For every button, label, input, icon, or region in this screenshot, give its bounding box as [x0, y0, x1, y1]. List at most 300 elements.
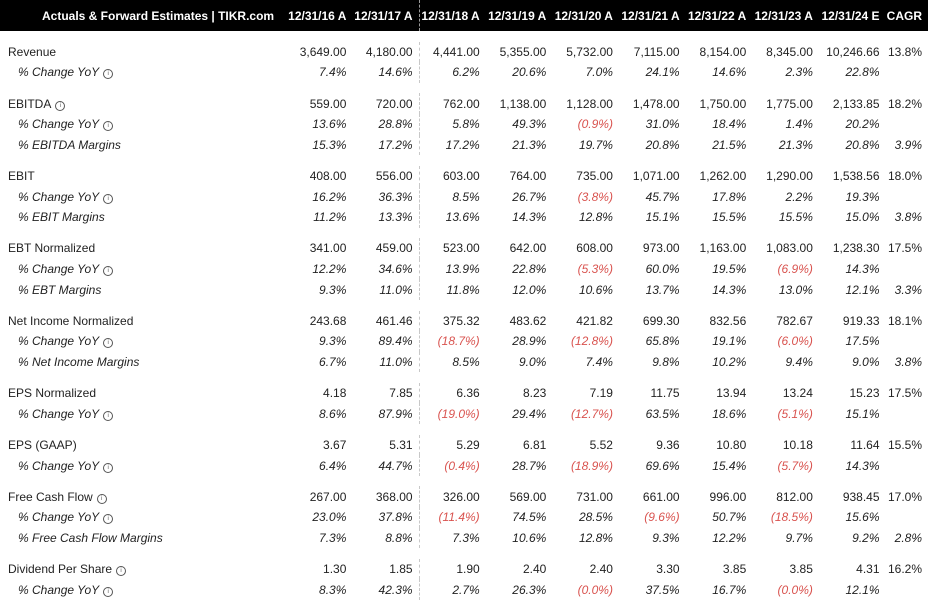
row-label-cell	[0, 383, 286, 404]
section-spacer	[0, 31, 928, 42]
spacer-cell	[0, 31, 928, 42]
row-label: EBT Normalized	[8, 241, 96, 256]
row-label-cell	[0, 579, 286, 600]
table-subrow[interactable]	[0, 279, 928, 300]
cagr-cell: 17.5%	[887, 241, 922, 256]
value-cell: 12.0%	[512, 282, 547, 297]
table-subrow[interactable]	[0, 528, 928, 549]
value-cell: 23.0%	[312, 510, 347, 525]
row-label-cell	[0, 62, 286, 83]
value-cell: 1,478.00	[632, 96, 680, 111]
info-icon[interactable]: i	[103, 121, 113, 131]
column-header-period[interactable]: 12/31/18 A	[419, 0, 486, 31]
value-cell: 13.6%	[419, 207, 486, 228]
value-cell: 812.00	[776, 489, 813, 504]
row-label-cell	[0, 42, 286, 63]
row-label-cell	[0, 507, 286, 528]
table-subrow[interactable]	[0, 352, 928, 373]
value-cell: 4,441.00	[419, 42, 486, 63]
value-cell: 603.00	[419, 166, 486, 187]
spacer-cell	[0, 372, 928, 383]
cagr-cell: 18.0%	[887, 169, 922, 184]
value-cell: (0.0%)	[577, 582, 613, 597]
row-label: % Net Income Margins	[18, 354, 140, 369]
info-icon[interactable]: i	[103, 69, 113, 79]
value-cell: 7.4%	[319, 65, 347, 80]
value-cell: 20.6%	[512, 65, 547, 80]
column-header-period[interactable]: 12/31/20 A	[554, 8, 613, 23]
value-cell: 12.1%	[845, 282, 880, 297]
value-cell: 4.31	[856, 562, 880, 577]
value-cell: 7.3%	[419, 528, 486, 549]
value-cell: 461.46	[375, 313, 413, 328]
value-cell: 20.8%	[845, 137, 880, 152]
value-cell: 16.7%	[712, 582, 747, 597]
section-spacer	[0, 372, 928, 383]
value-cell: 326.00	[419, 486, 486, 507]
value-cell: 459.00	[375, 241, 413, 256]
row-label: Dividend Per Share	[8, 562, 113, 577]
value-cell: 13.3%	[378, 210, 413, 225]
cagr-cell	[886, 186, 928, 207]
section-spacer	[0, 300, 928, 311]
info-icon[interactable]: i	[103, 266, 113, 276]
value-cell: 3.85	[789, 562, 813, 577]
value-cell: 15.4%	[712, 458, 747, 473]
cagr-cell: 18.2%	[887, 96, 922, 111]
value-cell: 19.5%	[712, 262, 747, 277]
value-cell: 9.7%	[785, 530, 813, 545]
value-cell: 42.3%	[378, 582, 413, 597]
value-cell: 3,649.00	[299, 44, 347, 59]
value-cell: (18.9%)	[570, 458, 613, 473]
row-label-cell	[0, 259, 286, 280]
value-cell: 28.9%	[512, 334, 547, 349]
table-row[interactable]	[0, 42, 928, 63]
value-cell: (5.3%)	[577, 262, 613, 277]
value-cell: 13.7%	[645, 282, 680, 297]
value-cell: 919.33	[842, 313, 880, 328]
value-cell: 12.2%	[712, 530, 747, 545]
value-cell: 1,083.00	[766, 241, 813, 256]
value-cell: 2.2%	[785, 189, 813, 204]
value-cell: 3.30	[656, 562, 680, 577]
value-cell: 15.0%	[845, 210, 880, 225]
value-cell: 11.0%	[379, 282, 413, 297]
cagr-cell: 18.1%	[887, 313, 922, 328]
value-cell: 421.82	[576, 313, 613, 328]
value-cell: 1,163.00	[699, 241, 747, 256]
value-cell: 608.00	[576, 241, 613, 256]
value-cell: 699.30	[642, 313, 680, 328]
row-label-cell	[0, 559, 286, 580]
value-cell: 74.5%	[512, 510, 547, 525]
value-cell: 6.7%	[319, 354, 347, 369]
value-cell: 2.40	[522, 562, 547, 577]
value-cell: 14.3%	[845, 458, 880, 473]
value-cell: 2.3%	[785, 65, 813, 80]
info-icon[interactable]: i	[103, 514, 113, 524]
value-cell: 17.2%	[378, 137, 413, 152]
value-cell: 9.3%	[319, 282, 347, 297]
value-cell: 661.00	[642, 489, 680, 504]
row-label-cell	[0, 352, 286, 373]
table-subrow[interactable]	[0, 579, 928, 600]
cagr-cell: 3.8%	[894, 354, 922, 369]
value-cell: 1,262.00	[699, 169, 747, 184]
value-cell: 15.6%	[845, 510, 880, 525]
value-cell: 50.7%	[712, 510, 747, 525]
value-cell: 21.3%	[512, 137, 547, 152]
value-cell: (18.7%)	[419, 331, 486, 352]
value-cell: 556.00	[375, 169, 413, 184]
section-spacer	[0, 228, 928, 239]
value-cell: 832.56	[709, 313, 747, 328]
value-cell: 8.3%	[319, 582, 347, 597]
column-header-period[interactable]: 12/31/19 A	[488, 8, 547, 23]
value-cell: 37.5%	[645, 582, 680, 597]
cagr-cell	[886, 455, 928, 476]
value-cell: 3.67	[323, 437, 347, 452]
value-cell: 4,180.00	[365, 44, 413, 59]
value-cell: 243.68	[309, 313, 347, 328]
value-cell: 11.64	[850, 437, 880, 452]
value-cell: 2.7%	[419, 579, 486, 600]
value-cell: (12.8%)	[570, 334, 613, 349]
row-label: % EBT Margins	[18, 282, 102, 297]
value-cell: 10.6%	[578, 282, 613, 297]
value-cell: 29.4%	[512, 406, 547, 421]
row-label: % EBIT Margins	[18, 210, 105, 225]
row-label-cell	[0, 331, 286, 352]
value-cell: 14.6%	[712, 65, 747, 80]
value-cell: 7.4%	[585, 354, 613, 369]
spacer-cell	[0, 300, 928, 311]
value-cell: 6.81	[522, 437, 547, 452]
value-cell: 49.3%	[512, 117, 547, 132]
spacer-cell	[0, 83, 928, 94]
cagr-cell	[886, 114, 928, 135]
value-cell: 1,071.00	[632, 169, 680, 184]
value-cell: 20.8%	[645, 137, 680, 152]
row-label: % Change YoY	[18, 189, 100, 204]
value-cell: 10.18	[782, 437, 813, 452]
section-spacer	[0, 548, 928, 559]
value-cell: 10.2%	[712, 354, 747, 369]
value-cell: 69.6%	[645, 458, 680, 473]
value-cell: 31.0%	[645, 117, 680, 132]
value-cell: 17.8%	[712, 189, 747, 204]
value-cell: 19.3%	[845, 189, 880, 204]
value-cell: 1,775.00	[766, 96, 813, 111]
row-label: % Change YoY	[18, 334, 100, 349]
value-cell: 10.6%	[512, 530, 547, 545]
row-label-cell	[0, 186, 286, 207]
row-label: % Change YoY	[18, 65, 100, 80]
row-label: EBIT	[8, 169, 35, 184]
info-icon[interactable]: i	[103, 587, 113, 597]
value-cell: 16.2%	[312, 189, 347, 204]
value-cell: 9.3%	[652, 530, 680, 545]
value-cell: 11.8%	[419, 279, 486, 300]
column-header-period[interactable]: 12/31/23 A	[754, 8, 813, 23]
value-cell: 5.29	[419, 435, 486, 456]
value-cell: 20.2%	[845, 117, 880, 132]
value-cell: 18.6%	[712, 406, 747, 421]
row-label: Net Income Normalized	[8, 313, 134, 328]
value-cell: 6.2%	[419, 62, 486, 83]
section-spacer	[0, 476, 928, 487]
value-cell: 5.31	[389, 437, 413, 452]
row-label-cell	[0, 403, 286, 424]
value-cell: (12.7%)	[570, 406, 613, 421]
value-cell: 4.18	[323, 386, 347, 401]
value-cell: 1.85	[389, 562, 413, 577]
value-cell: 15.5%	[778, 210, 813, 225]
row-label: EBITDA	[8, 96, 52, 111]
value-cell: 341.00	[309, 241, 347, 256]
cagr-cell: 3.8%	[894, 210, 922, 225]
table-subrow[interactable]	[0, 62, 928, 83]
value-cell: 938.45	[842, 489, 880, 504]
info-icon[interactable]: i	[55, 101, 65, 111]
value-cell: 22.8%	[512, 262, 547, 277]
spacer-cell	[0, 424, 928, 435]
value-cell: 8.5%	[419, 186, 486, 207]
row-label: % Change YoY	[18, 582, 100, 597]
value-cell: (9.6%)	[644, 510, 680, 525]
table-subrow[interactable]	[0, 114, 928, 135]
value-cell: 642.00	[509, 241, 547, 256]
value-cell: 15.1%	[845, 406, 880, 421]
value-cell: 13.9%	[419, 259, 486, 280]
column-header-period[interactable]: 12/31/22 A	[687, 8, 747, 23]
row-label-cell	[0, 93, 286, 114]
header-row	[0, 0, 928, 31]
value-cell: 720.00	[375, 96, 413, 111]
value-cell: 9.0%	[852, 354, 880, 369]
value-cell: 764.00	[509, 169, 547, 184]
row-label-cell	[0, 114, 286, 135]
info-icon[interactable]: i	[116, 566, 126, 576]
value-cell: 21.5%	[712, 137, 747, 152]
table-title: Actuals & Forward Estimates | TIKR.com	[42, 8, 275, 23]
table-subrow[interactable]	[0, 135, 928, 156]
row-label-cell	[0, 166, 286, 187]
column-header-cagr[interactable]: CAGR	[886, 8, 922, 23]
value-cell: 8.5%	[419, 352, 486, 373]
value-cell: 13.94	[716, 386, 747, 401]
value-cell: 28.7%	[512, 458, 547, 473]
spacer-cell	[0, 476, 928, 487]
value-cell: 65.8%	[645, 334, 680, 349]
value-cell: 5,732.00	[566, 44, 613, 59]
value-cell: (6.0%)	[777, 334, 813, 349]
value-cell: 1,128.00	[566, 96, 613, 111]
value-cell: 7.3%	[319, 530, 347, 545]
table-row[interactable]	[0, 435, 928, 456]
section-spacer	[0, 83, 928, 94]
value-cell: 996.00	[709, 489, 747, 504]
table-header	[0, 0, 928, 31]
value-cell: 9.8%	[652, 354, 680, 369]
value-cell: 5.8%	[419, 114, 486, 135]
value-cell: 28.8%	[378, 117, 413, 132]
value-cell: 15.1%	[645, 210, 680, 225]
table-subrow[interactable]	[0, 259, 928, 280]
info-icon[interactable]: i	[97, 494, 107, 504]
cagr-cell	[886, 507, 928, 528]
value-cell: 26.7%	[512, 189, 547, 204]
column-header-period[interactable]: 12/31/16 A	[288, 8, 347, 23]
cagr-cell	[886, 579, 928, 600]
row-label: % Change YoY	[18, 406, 100, 421]
value-cell: 1.4%	[785, 117, 813, 132]
value-cell: (6.9%)	[777, 262, 813, 277]
table-subrow[interactable]	[0, 403, 928, 424]
table-subrow[interactable]	[0, 455, 928, 476]
row-label: Free Cash Flow	[8, 489, 93, 504]
info-icon[interactable]: i	[103, 411, 113, 421]
cagr-cell: 2.8%	[894, 530, 922, 545]
value-cell: (0.0%)	[777, 582, 813, 597]
value-cell: 5,355.00	[499, 44, 547, 59]
row-label: % Change YoY	[18, 262, 100, 277]
table-row[interactable]	[0, 311, 928, 332]
value-cell: 782.67	[776, 313, 813, 328]
value-cell: 37.8%	[378, 510, 413, 525]
row-label: EPS (GAAP)	[8, 437, 77, 452]
value-cell: 408.00	[309, 169, 347, 184]
table-body	[0, 31, 928, 600]
value-cell: 21.3%	[778, 137, 813, 152]
row-label-cell	[0, 528, 286, 549]
row-label: % Free Cash Flow Margins	[18, 530, 163, 545]
value-cell: 9.4%	[785, 354, 813, 369]
value-cell: 9.0%	[518, 354, 547, 369]
value-cell: 14.3%	[512, 210, 547, 225]
value-cell: 9.3%	[319, 334, 347, 349]
cagr-cell	[886, 403, 928, 424]
value-cell: 731.00	[576, 489, 613, 504]
table-row[interactable]	[0, 238, 928, 259]
value-cell: 2,133.85	[832, 96, 880, 111]
row-label-cell	[0, 311, 286, 332]
section-spacer	[0, 424, 928, 435]
value-cell: 13.0%	[778, 282, 813, 297]
value-cell: (11.4%)	[419, 507, 486, 528]
table-row[interactable]	[0, 383, 928, 404]
value-cell: 10,246.66	[826, 44, 880, 59]
value-cell: 7,115.00	[633, 44, 680, 59]
value-cell: 11.2%	[313, 210, 347, 225]
column-header-period[interactable]: 12/31/21 A	[621, 8, 680, 23]
value-cell: 11.75	[650, 386, 680, 401]
value-cell: 1,538.56	[832, 169, 880, 184]
value-cell: 7.19	[589, 386, 613, 401]
value-cell: 1.30	[323, 562, 347, 577]
spacer-cell	[0, 228, 928, 239]
cagr-cell	[886, 62, 928, 83]
table-subrow[interactable]	[0, 507, 928, 528]
value-cell: 15.23	[849, 386, 880, 401]
value-cell: 60.0%	[645, 262, 680, 277]
cagr-cell	[886, 331, 928, 352]
column-header-period[interactable]: 12/31/24 E	[821, 8, 880, 23]
table-row[interactable]	[0, 166, 928, 187]
value-cell: 1,750.00	[699, 96, 747, 111]
value-cell: 11.0%	[379, 354, 413, 369]
value-cell: 17.5%	[845, 334, 880, 349]
row-label-cell	[0, 455, 286, 476]
table-row[interactable]	[0, 486, 928, 507]
value-cell: 8.6%	[319, 406, 347, 421]
cagr-cell: 17.5%	[887, 386, 922, 401]
value-cell: (0.4%)	[419, 455, 486, 476]
value-cell: 13.24	[782, 386, 813, 401]
row-label: % EBITDA Margins	[18, 137, 121, 152]
info-icon[interactable]: i	[103, 338, 113, 348]
value-cell: 89.4%	[378, 334, 413, 349]
value-cell: 7.85	[389, 386, 413, 401]
value-cell: 5.52	[589, 437, 613, 452]
value-cell: 36.3%	[378, 189, 413, 204]
info-icon[interactable]: i	[103, 194, 113, 204]
value-cell: 368.00	[375, 489, 413, 504]
table-row[interactable]	[0, 93, 928, 114]
value-cell: 18.4%	[712, 117, 747, 132]
value-cell: 483.62	[509, 313, 547, 328]
info-icon[interactable]: i	[103, 463, 113, 473]
table-subrow[interactable]	[0, 186, 928, 207]
value-cell: (3.8%)	[577, 189, 613, 204]
value-cell: 1,238.30	[832, 241, 880, 256]
value-cell: 19.7%	[578, 137, 613, 152]
row-label-cell	[0, 486, 286, 507]
value-cell: 9.36	[656, 437, 680, 452]
value-cell: 45.7%	[645, 189, 680, 204]
value-cell: 569.00	[509, 489, 547, 504]
value-cell: 523.00	[419, 238, 486, 259]
value-cell: 762.00	[419, 93, 486, 114]
value-cell: (5.1%)	[777, 406, 813, 421]
value-cell: 24.1%	[645, 65, 680, 80]
value-cell: 559.00	[309, 96, 347, 111]
value-cell: 1.90	[419, 559, 486, 580]
value-cell: 13.6%	[312, 117, 347, 132]
value-cell: (19.0%)	[419, 403, 486, 424]
value-cell: 14.3%	[845, 262, 880, 277]
value-cell: 2.40	[589, 562, 613, 577]
table-row[interactable]	[0, 559, 928, 580]
row-label: EPS Normalized	[8, 386, 97, 401]
value-cell: 12.8%	[578, 210, 613, 225]
value-cell: 44.7%	[378, 458, 413, 473]
cagr-cell: 16.2%	[887, 562, 922, 577]
column-header-period[interactable]: 12/31/17 A	[354, 8, 413, 23]
value-cell: 63.5%	[645, 406, 680, 421]
value-cell: (0.9%)	[577, 117, 613, 132]
value-cell: 8,154.00	[699, 44, 747, 59]
table-subrow[interactable]	[0, 331, 928, 352]
value-cell: 19.1%	[712, 334, 747, 349]
row-label-cell	[0, 238, 286, 259]
value-cell: 3.85	[722, 562, 747, 577]
value-cell: 14.6%	[378, 65, 413, 80]
table-subrow[interactable]	[0, 207, 928, 228]
value-cell: (5.7%)	[777, 458, 813, 473]
row-label: % Change YoY	[18, 458, 100, 473]
